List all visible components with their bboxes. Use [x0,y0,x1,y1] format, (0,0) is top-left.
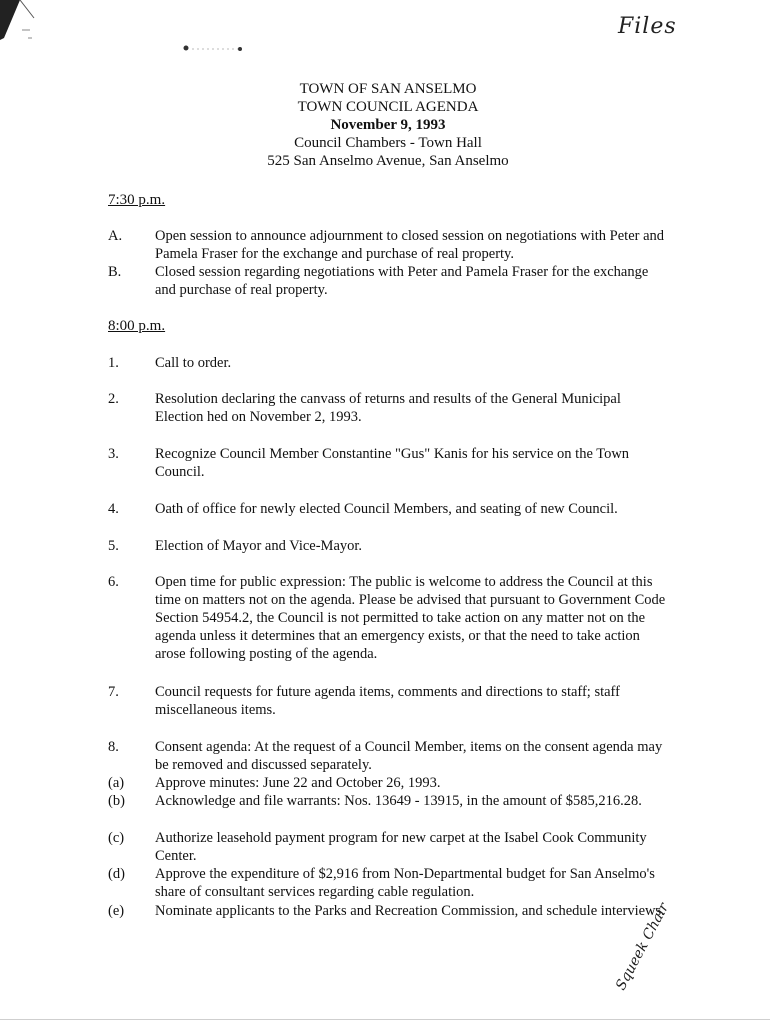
session-time-heading: 8:00 p.m. [108,318,166,334]
scan-speck [178,40,258,60]
item-number: (e) [108,903,125,919]
item-text: Closed session regarding negotiations with Peter and Pamela Fraser for the exchange and purchase of real property. [155,264,649,298]
agenda-title: TOWN COUNCIL AGENDA [297,99,479,115]
item-number: 7. [108,684,119,700]
item-text: Resolution declaring the canvass of returns and results of the General Municipal Election hed on November 2, 1993. [155,391,621,425]
handwritten-margin-note: Squeek Chair [612,900,673,993]
item-number: 1. [108,355,119,371]
agenda-header [0,80,770,170]
item-number: B. [108,264,122,280]
item-number: 8. [108,739,119,755]
item-number: 6. [108,574,119,590]
item-text: Consent agenda: At the request of a Council Member, items on the consent agenda may be removed and discussed separately. [155,739,663,773]
item-text: Council requests for future agenda items, comments and directions to staff; staff miscellaneous items. [155,684,620,718]
item-number: (a) [108,775,125,791]
item-text: Oath of office for newly elected Council Members, and seating of new Council. [155,501,618,517]
meeting-location: Council Chambers - Town Hall [294,135,482,151]
meeting-date: November 9, 1993 [330,117,446,133]
town-name: TOWN OF SAN ANSELMO [299,81,477,97]
item-number: (d) [108,866,125,882]
item-number: (b) [108,793,125,809]
item-text: Acknowledge and file warrants: Nos. 13649 - 13915, in the amount of $585,216.28. [155,793,642,809]
item-number: 5. [108,538,119,554]
item-number: (c) [108,830,125,846]
corner-scan-mark [0,0,60,50]
item-text: Open session to announce adjournment to closed session on negotiations with Peter and Pamela Fraser for the exchange and purchase of real property. [155,228,665,262]
item-number: 3. [108,446,119,462]
item-text: Recognize Council Member Constantine "Gus" Kanis for his service on the Town Council. [155,446,630,480]
meeting-address: 525 San Anselmo Avenue, San Anselmo [267,153,509,169]
item-text: Authorize leasehold payment program for new carpet at the Isabel Cook Community Center. [155,830,647,864]
session-time-heading: 7:30 p.m. [108,192,166,208]
item-number: 2. [108,391,119,407]
item-number: A. [108,228,123,244]
item-text: Nominate applicants to the Parks and Recreation Commission, and schedule interviews. [155,903,665,919]
item-number: 4. [108,501,119,517]
item-text: Approve minutes: June 22 and October 26, 1993. [155,775,441,791]
scan-edge-line [0,1019,770,1020]
item-text: Open time for public expression: The public is welcome to address the Council at this time on matters not on the agenda. Please be advised that pursuant to Government Code Section 54954.2, the Council is not permitted to take action on any matter not on the agenda unless it determines that an emergency exists, or that the need to take action arose following posting of the agenda. [155,574,666,662]
item-text: Approve the expenditure of $2,916 from Non-Departmental budget for San Anselmo's share of consultant services regarding cable regulation. [155,866,655,900]
item-text: Call to order. [155,355,232,371]
item-text: Election of Mayor and Vice-Mayor. [155,538,363,554]
handwritten-files-note: Files [618,14,677,39]
